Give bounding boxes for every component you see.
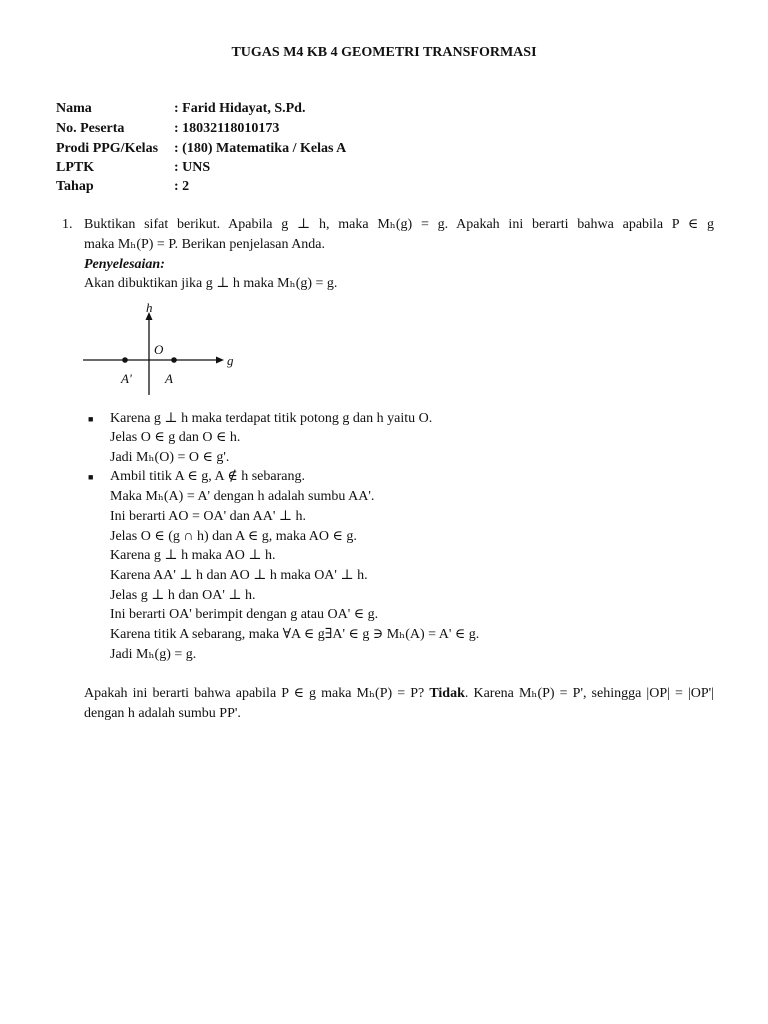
identity-label-lptk: LPTK bbox=[56, 160, 95, 175]
identity-label-nama: Nama bbox=[56, 101, 92, 116]
conclusion-answer: Tidak bbox=[429, 686, 465, 701]
conclusion-text-after: . Karena Mₕ(P) = P', sehingga |OP| = |OP'| dengan h adalah sumbu PP'. bbox=[84, 686, 715, 721]
identity-label-peserta: No. Peserta bbox=[56, 121, 125, 136]
bullet2-line-7: Jelas g ⊥ h dan OA' ⊥ h. bbox=[110, 588, 256, 603]
perpendicular-lines-figure bbox=[76, 298, 256, 398]
bullet1-line-1: Karena g ⊥ h maka terdapat titik potong g dan h yaitu O. bbox=[110, 411, 433, 426]
label-a: A bbox=[165, 371, 173, 386]
bullet2-line-2: Maka Mₕ(A) = A' dengan h adalah sumbu AA'. bbox=[110, 489, 375, 504]
bullet2-line-5: Karena g ⊥ h maka AO ⊥ h. bbox=[110, 548, 276, 563]
identity-value-lptk: : UNS bbox=[174, 160, 211, 175]
identity-value-prodi: : (180) Matematika / Kelas A bbox=[174, 141, 347, 156]
label-a-prime: A' bbox=[121, 371, 132, 386]
bullet2-line-6: Karena AA' ⊥ h dan AO ⊥ h maka OA' ⊥ h. bbox=[110, 568, 368, 583]
conclusion-paragraph bbox=[84, 684, 714, 724]
question-line-1: Buktikan sifat berikut. Apabila g ⊥ h, maka Mₕ(g) = g. Apakah ini berarti bahwa apabila P ∈ g bbox=[84, 217, 714, 232]
point-a-prime bbox=[122, 357, 128, 363]
identity-value-tahap: : 2 bbox=[174, 179, 190, 194]
bullet2-line-4: Jelas O ∈ (g ∩ h) dan A ∈ g, maka AO ∈ g. bbox=[110, 529, 357, 544]
axis-g-arrowhead bbox=[216, 357, 224, 364]
bullet2-line-8: Ini berarti OA' berimpit dengan g atau OA' ∈ g. bbox=[110, 607, 379, 622]
document-title: TUGAS M4 KB 4 GEOMETRI TRANSFORMASI bbox=[231, 45, 537, 60]
bullet2-line-1: Ambil titik A ∈ g, A ∉ h sebarang. bbox=[110, 469, 305, 484]
identity-value-peserta: : 18032118010173 bbox=[174, 121, 280, 136]
bullet2-line-9: Karena titik A sebarang, maka ∀A ∈ g∃A' ∈ g ∋ Mₕ(A) = A' ∈ g. bbox=[110, 627, 480, 642]
solution-intro: Akan dibuktikan jika g ⊥ h maka Mₕ(g) = g. bbox=[84, 276, 338, 291]
question-number: 1. bbox=[62, 217, 73, 232]
bullet1-line-2: Jelas O ∈ g dan O ∈ h. bbox=[110, 430, 241, 445]
identity-label-prodi: Prodi PPG/Kelas bbox=[56, 141, 159, 156]
identity-label-tahap: Tahap bbox=[56, 179, 94, 194]
point-a bbox=[171, 357, 177, 363]
bullet2-line-3: Ini berarti AO = OA' dan AA' ⊥ h. bbox=[110, 509, 307, 524]
bullet2-line-10: Jadi Mₕ(g) = g. bbox=[110, 647, 197, 662]
question-line-2: maka Mₕ(P) = P. Berikan penjelasan Anda. bbox=[84, 237, 326, 252]
label-o: O bbox=[154, 342, 164, 357]
bullet-marker: ■ bbox=[88, 414, 94, 424]
bullet-marker: ■ bbox=[88, 472, 94, 482]
bullet1-line-3: Jadi Mₕ(O) = O ∈ g'. bbox=[110, 450, 230, 465]
label-g: g bbox=[227, 353, 234, 368]
conclusion-text-before: Apakah ini berarti bahwa apabila P ∈ g maka Mₕ(P) = P? bbox=[84, 686, 430, 701]
identity-value-nama: : Farid Hidayat, S.Pd. bbox=[174, 101, 306, 116]
solution-heading: Penyelesaian: bbox=[84, 257, 165, 272]
label-h: h bbox=[146, 300, 153, 315]
